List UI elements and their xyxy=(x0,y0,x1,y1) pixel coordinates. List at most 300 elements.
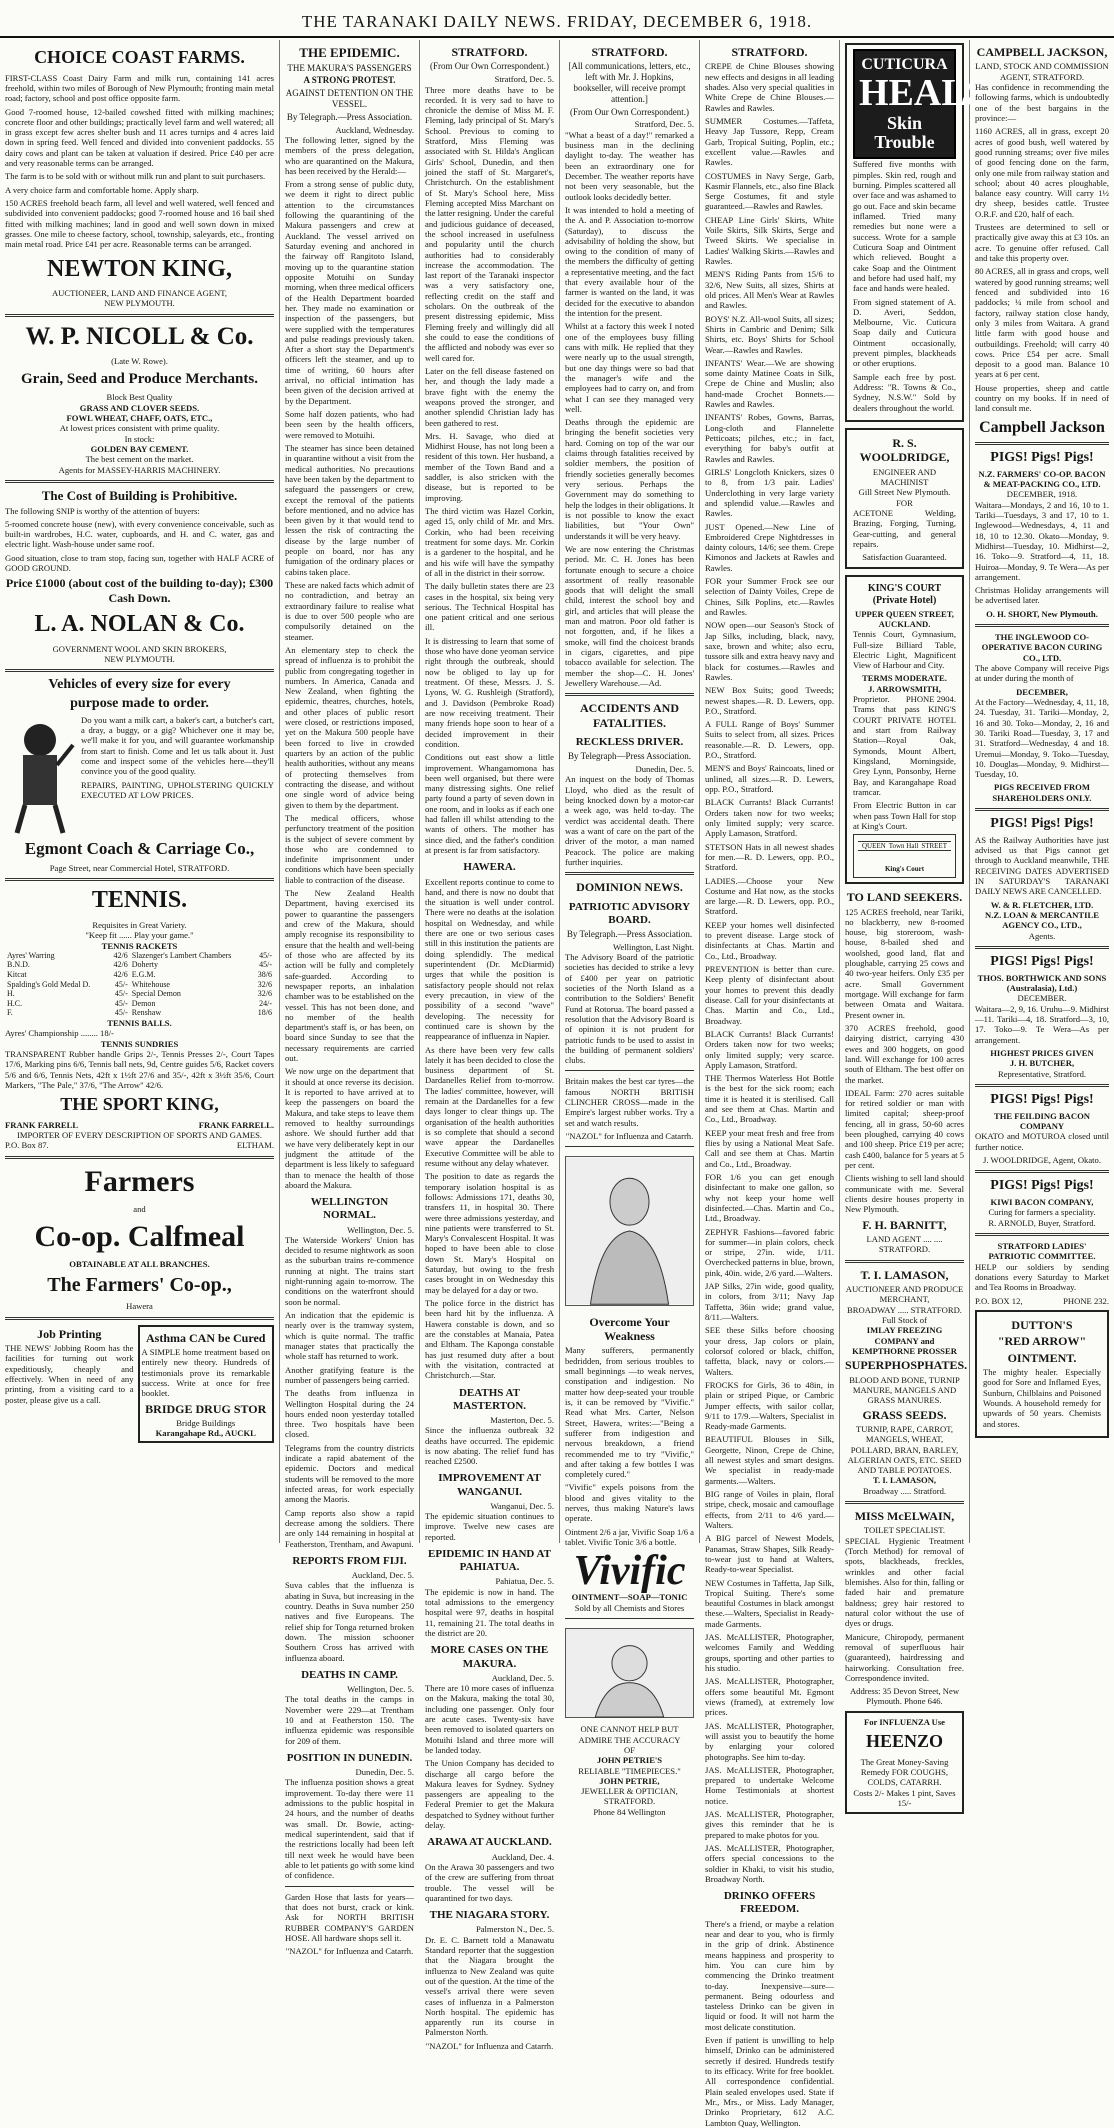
drinko-p: There's a friend, or maybe a relation near and dear to you, who is firmly in the grip of drink. Abstinence means happiness and prosperity to him. You can cure him by commencing the Drinko treatment to-day. Inexpensive—sure—permanent. Being odourless and tasteless Drinko can be given in liquid or food. It will not harm the most delicate constitution. xyxy=(705,1918,834,2032)
epidemic-h2: A STRONG PROTEST. xyxy=(303,75,396,86)
kings-map-queen: QUEEN xyxy=(862,842,886,851)
tennis-racket-cell: B.N.D. xyxy=(7,960,30,970)
petrie-name: JOHN PETRIE'S xyxy=(596,1755,663,1766)
kings-prop: J. ARROWSMITH, xyxy=(868,683,941,694)
tennis-racket-cell: 18/6 xyxy=(257,1008,272,1018)
divider xyxy=(845,1501,964,1504)
tennis-racket-cell: H.C. xyxy=(7,998,23,1008)
barnitt-sub: LAND AGENT .... .... STRATFORD. xyxy=(866,1233,943,1255)
lamason-imlay: IMLAY FREEZING COMPANY and KEMPTHORNE PROSSER xyxy=(852,1325,957,1356)
farmers-title-3: Co-op. Calfmeal xyxy=(34,1220,245,1253)
tennis-racket-cell: Renshaw xyxy=(131,1008,162,1018)
classified-item: JUST Opened.—New Line of Embroidered Crepe Nightdresses in dainty colours, 14/6; see them. Crepe Kimonos and Jackets at Rawles and Rawles. xyxy=(705,521,834,573)
land-p3: IDEAL Farm: 270 acres suitable for retired soldier or man with limited capital; sheep-proof fencing, all in grass, 50-60 acres been ploughed, carrying 40 cows and 100 sheep. Price £19 per acre; cash £400, balance for 5 years at 5 per cent. xyxy=(845,1087,964,1171)
mcelwain-addr: Address: 35 Devon Street, New Plymouth. Phone 646. xyxy=(849,1686,960,1707)
kings-p: Tennis Court, Gymnasium, Full-size Billiard Table, Electric Light, Magnificent View of Harbour and City. xyxy=(853,629,956,671)
wooldridge-ad xyxy=(845,428,964,569)
cuticura-title: CUTICURA xyxy=(861,56,948,73)
stratford2-p1: "What a beast of a day!" remarked a business man in the declining daylight to-day. The weather has been an extraordinary one for December. The weather reports have not been very seasonable, but the outlook looks decidedly better. xyxy=(565,129,694,202)
bridge-addr: Karangahape Rd., AUCKL xyxy=(155,1428,256,1439)
epidemic-p3: Some half dozen patients, who had been seen by the health officers, were removed to Motuihi. xyxy=(285,409,414,440)
epidemic-p7: The medical officers, whose perfunctory treatment of the position is the subject of severe comment by those who are condemned to indefinite imprisonment under conditions which have been specially liable to contraction of the disease. xyxy=(285,812,414,885)
tennis-racket-cell: Ayres' Warring xyxy=(7,950,55,960)
asthma-ad xyxy=(138,1325,275,1443)
drinko-p2: Even if patient is unwilling to help himself, Drinko can be administered secretly if desired. Hundreds testify to its efficacy. Write for free booklet. All correspondence confidential. Plain sealed envelopes used. State if Mr., Mrs., or Miss. Lady Manager, Drinko Proprietary, 612 A.C. Lambton Quay, Wellington. xyxy=(705,2035,834,2128)
newton-king-town: NEW PLYMOUTH. xyxy=(104,298,175,309)
divider xyxy=(565,1070,694,1071)
vivific-ad xyxy=(565,1152,694,1613)
cj-p3: 80 ACRES, all in grass and crops, well watered by good running streams; well fenced and subdivided into 16 paddocks; ¼ mile from school and factory, railway station close handy, only 3 miles from Waitara. A grand little farm with good house and outbuildings. Freehold; will carry 40 cows. Price £54 per acre. Small deposit to a good man. Balance 10 years at 6 per cent. xyxy=(975,266,1109,380)
sport-town: ELTHAM. xyxy=(236,1140,274,1151)
tennis-sub: Requisites in Great Variety. xyxy=(92,919,187,930)
classified-item: KEEP your meat fresh and free from flies by using a National Meat Safe. Call and see them at Chas. Martin and Co., Ltd., Broadway. xyxy=(705,1127,834,1169)
column-4 xyxy=(560,40,700,1817)
heenzo-sub: The Great Money-Saving Remedy FOR COUGHS, COLDS, CATARRH. xyxy=(860,1756,949,1788)
pigs-heading-1: PIGS! Pigs! Pigs! xyxy=(990,449,1094,465)
classified-item: JAS. McALLISTER, Photographer, welcomes Family and Wedding groups, sporting and other parties to his studio. xyxy=(705,1632,834,1674)
farmers-ad xyxy=(5,1165,274,1312)
classified-item: ZEPHYR Fashions—favored fabric for summer—in plain colors, check or stripe, 27in. wide, 1/11. Overchecked patterns in blue, brown, pink, 40in. wide, 2/6 yard.—Walters. xyxy=(705,1226,834,1278)
tennis-racket-row xyxy=(5,999,274,1009)
classified-item: A FULL Range of Boys' Summer Suits to select from, all sizes. Prices reasonable.—R. D. Lewers, opp. P.O., Stratford. xyxy=(705,719,834,761)
vehicles-p2: REPAIRS, PAINTING, UPHOLSTERING QUICKLY EXECUTED AT LOW PRICES. xyxy=(81,779,274,800)
farmers-title-5: The Farmers' Co-op., xyxy=(47,1274,232,1297)
patriotic-heading: PATRIOTIC ADVISORY BOARD. xyxy=(568,900,691,926)
coast-farms-title: CHOICE COAST FARMS. xyxy=(34,47,245,67)
stratford-p7: Conditions out east show a little improvement. Whangamomona has been well organised, but there were many distressing sights. One relief party found a party of seven down in one room, and in looks as if each one had fallen ill whilst attending to the wants of others. The mother has since died, and the father's condition at present is far from satisfactory. xyxy=(425,752,554,855)
wanganui-p: The epidemic situation continues to improve. Twelve new cases are reported. xyxy=(425,1511,554,1542)
coast-farms-p3: The farm is to be sold with or without milk run and plant to suit purchasers. xyxy=(5,171,266,182)
epidemic-h1: THE MAKURA'S PASSENGERS xyxy=(287,62,412,73)
classified-item: JAS. McALLISTER, Photographer, offers some beautiful Mt. Egmont views (framed), at extremely low prices. xyxy=(705,1676,834,1718)
niagara-date: Palmerston N., Dec. 5. xyxy=(475,1924,554,1935)
vivific-sold: Sold by all Chemists and Stores xyxy=(574,1602,685,1613)
tennis-rackets-heading: TENNIS RACKETS xyxy=(101,940,178,951)
wooldridge-foot: Satisfaction Guaranteed. xyxy=(862,552,947,563)
divider xyxy=(975,1084,1109,1087)
reckless-date: Dunedin, Dec. 5. xyxy=(635,764,694,775)
lamason-seeds: GRASS SEEDS. xyxy=(862,1407,947,1422)
dominion-title: DOMINION NEWS. xyxy=(576,880,683,895)
nicoll-line-3: FOWL WHEAT, CHAFF, OATS, ETC., xyxy=(66,413,213,424)
camp-deaths-p: The total deaths in the camps in November were 229—at Trentham 10 and at Featherston 150. The influenza epidemic was responsible for 209 of them. xyxy=(285,1694,414,1746)
pahiatua-heading: EPIDEMIC IN HAND AT PAHIATUA. xyxy=(428,1548,551,1574)
coast-farms-p4: A very choice farm and comfortable home. Apply sharp. xyxy=(5,184,199,195)
classified-item: NEW Box Suits; good Tweeds; newest shapes.—R. D. Lewers, opp. P.O., Stratford. xyxy=(705,685,834,716)
niagara-heading: THE NIAGARA STORY. xyxy=(429,1909,550,1922)
loan-sub: Agents. xyxy=(1028,930,1056,941)
overcome-p3: Ointment 2/6 a jar, Vivific Soap 1/6 a tablet. Vivific Tonic 3/6 a bottle. xyxy=(565,1526,694,1548)
wellington-normal-date: Wellington, Dec. 5. xyxy=(347,1224,414,1235)
classified-item: NEW Costumes in Taffetta, Jap Silk, Tropical Suiting. There's some beautiful Costumes in black amongst these.—Walters, Specialist in Ready-made Garments. xyxy=(705,1577,834,1629)
tennis-title: TENNIS. xyxy=(91,887,188,914)
tennis-racket-cell: 45/- xyxy=(114,998,128,1008)
petrie-top: ONE CANNOT HELP BUT ADMIRE THE ACCURACY xyxy=(578,1724,681,1745)
mcelwain-sub: TOILET SPECIALIST. xyxy=(863,1525,946,1536)
stratford-corr-2: (From Our Own Correspondent.) xyxy=(570,106,689,117)
coast-farms-p2: Good 7-roomed house, 12-bailed cowshed fitted with milking machines; concrete floor and other buildings; practically level farm and well watered; all in grass except few acres shelter bush and 11 acres turnips and 4 acres laid down in spring feed. Well fenced and divided into convenient paddocks. 55 dairy cows and plant can be taken at valuation if desired. Price £40 per acre and very reasonable terms can be arranged. xyxy=(5,106,274,169)
fiji-date: Auckland, Dec. 5. xyxy=(351,1570,414,1581)
niagara-p: Dr. E. C. Barnett told a Manawatu Standard reporter that the suggestion that the Niagara brought the influenza to New Zealand was quite out of the question. At the time of the vessel's arrival there were seven cases of influenza in a Palmerston North hospital. The epidemic has apparently run its course in Palmerston North. xyxy=(425,1934,554,2038)
stratford-title: STRATFORD. xyxy=(451,45,528,59)
cj-p4: House properties, sheep and cattle country on my books. If in need of land consult me. xyxy=(975,382,1109,414)
nicoll-line-5: In stock: xyxy=(124,433,155,444)
dutton-sub-2: OINTMENT. xyxy=(1007,1350,1077,1365)
lamason-blood: BLOOD AND BONE, TURNIP MANURE, MANGELS AND GRASS MANURES. xyxy=(849,1374,960,1406)
nicoll-line-4: At lowest prices consistent with prime quality. xyxy=(59,423,220,434)
hawera-p: Excellent reports continue to come to hand, and there is now no doubt that the situation is well under control. There were no deaths at the isolation hospital on Wednesday, and while there are one or two serious cases still in this institution the patients are doing splendidly. The medical superintendent (Dr. McDiarmid) urges that while the position is satisfactory people should not relax every precaution, in view of the possibility of a second "wave" developing. The necessity for continued care is shown by the reappearance of influenza in Napier. xyxy=(425,876,554,1042)
bridge-sub: Bridge Buildings xyxy=(176,1417,236,1428)
cj-p0: Has confidence in recommending the following farms, which is undoubtedly one of the best bargains in the province:— xyxy=(975,82,1109,123)
classified-item: CHEAP Line Girls' Skirts, White Voile Skirts, Silk Skirts, Serge and Tweed Skirts. We specialise in Ladies' Walking Skirts.—Rawles and Rawles. xyxy=(705,214,834,267)
newton-king-name: NEWTON KING, xyxy=(47,255,232,282)
sport-mid: IMPORTER OF EVERY DESCRIPTION OF SPORTS AND GAMES. xyxy=(16,1130,263,1141)
borth-name: THOS. BORTHWICK AND SONS (Australasia), Ltd.) xyxy=(977,972,1107,994)
divider xyxy=(975,946,1109,949)
tennis-rackets-table xyxy=(5,951,274,1018)
cost-title: The Cost of Building is Prohibitive. xyxy=(41,487,238,503)
classified-item: JAS. McALLISTER, Photographer, gives this reminder that he is prepared to make photos for you. xyxy=(705,1809,834,1840)
kings-prop-label: Proprietor. xyxy=(853,694,890,705)
fletcher-name: W. & R. FLETCHER, LTD. xyxy=(990,899,1094,910)
divider xyxy=(975,808,1109,811)
tennis-racket-row xyxy=(5,960,274,970)
borth-p: Waitara—2, 9, 16. Uruhu—9. Midhirst—11. Tariki—4, 18. Stratford—3, 10, 17. Toko—9. Te Wera—As per arrangement. xyxy=(975,1003,1109,1045)
nicoll-line-6: GOLDEN BAY CEMENT. xyxy=(90,443,189,454)
classified-item: INFANTS' Robes, Gowns, Barras, Long-cloth and Flannelette Petticoats; pilches, etc.; in fact, everything for baby's outfit at Rawles and Rawles. xyxy=(705,412,834,464)
cost-p2: 5-roomed concrete house (new), with every convenience conceivable, such as built-in wardrobes, H.C. water, cupboards, and H. and C. water, gas and electric light. Wash-house under same roof. xyxy=(5,518,274,550)
cost-p3: Good situation, close to tram stop, facing sun, together with HALF ACRE of GOOD GROUND. xyxy=(5,552,274,574)
divider xyxy=(5,878,274,881)
garden-hose-p: Garden Hose that lasts for years—that does not burst, crack or kink. Ask for NORTH BRITISH RUBBER COMPANY'S GARDEN HOSE. All hardware shops sell it. xyxy=(285,1891,414,1943)
stratford2-p5: We are now entering the Christmas period. Mr. C. H. Jones has been fortunate enough to secure a choice assortment of really reasonable goods that will delight the small child, interest the school boy and girl, and articles that will please the man and matron. Poor old father is not forgotten, and, if he likes a smoke, will find the choicest brands in cigars, cigarettes, and pipe tobacco available for selection. The member the shop—C. H. Jones' Jewellery Warehouse.—Ad. xyxy=(565,543,694,688)
kings-map xyxy=(853,834,956,878)
stratford-dateline: Stratford, Dec. 5. xyxy=(494,74,554,85)
stratford2-p3: Whilst at a factory this week I noted one of the employees busy filling cans with milk. He replied that they were nearly up to the usual strength, but one day things were so bad that the manager's wife and the employees had to carry on, and from what I can see they managed very well. xyxy=(565,321,694,414)
tennis-racket-cell: 42/6 xyxy=(113,960,128,970)
petrie-foot: Phone 84 Wellington xyxy=(593,1806,666,1817)
petrie-trade: JEWELLER & OPTICIAN, xyxy=(581,1786,678,1797)
heenzo-name: HEENZO xyxy=(865,1731,944,1752)
classified-item: FOR your Summer Frock see our selection of Dainty Voiles, Crepe de Chines, Silk Poplins, etc.—Rawles and Rawles. xyxy=(705,576,834,618)
vehicles-p1: Do you want a milk cart, a baker's cart, a butcher's cart, a dray, a buggy, or a gig? Whichever one it may be, we'll make it for you, and will guarantee workmanship from start to finish. Come and let us talk about it. Just come and inspect some of the vehicles here—they'll convince you of the good quality. xyxy=(81,714,274,777)
pigs-heading-4: PIGS! Pigs! Pigs! xyxy=(990,1091,1094,1107)
makura-date: Auckland, Dec. 5. xyxy=(491,1672,554,1683)
tennis-sundries-p: TRANSPARENT Rubber handle Grips 2/-, Tennis Presses 2/-, Court Tapes 17/6, Marking pins 6/6, Tennis ball nets, 9d, Centre guides 5/6, Racket covers 5/6 and 6/6, Tennis Nets, 42ft x 1½ft 27/6 and 35/-, 42ft x 3½ft 35/6, Court Markers, "The Pale," 37/6, "The Arrow" 42/6. xyxy=(5,1048,274,1090)
column-3 xyxy=(420,40,560,2051)
classified-item: MEN'S Riding Pants from 15/6 to 32/6, New Suits, all sizes, Shirts at old prices. All Men's Wear at Rawles and Rawles. xyxy=(705,269,834,311)
divider xyxy=(975,1170,1109,1173)
lamason-list: TURNIP, RAPE, CARROT, MANGELS, WHEAT, POLLARD, BRAN, BARLEY, ALGERIAN OATS, ETC. SEED AND TABLE POTATOES. xyxy=(847,1423,962,1476)
petrie-of: OF xyxy=(624,1744,635,1755)
petrie-illustration xyxy=(565,1628,694,1718)
fiji-p: Suva cables that the influenza is abating in Suva, but increasing in the country. Deaths in Suva number 250 natives and five Europeans. The relief ship for Tonga returned broken down. The mission schooner Southern Cross has arrived with influenza aboard. xyxy=(285,1580,414,1663)
stratford-corr: (From Our Own Correspondent.) xyxy=(430,61,549,72)
britain-tyres-p: Britain makes the best car tyres—the famous NORTH BRITISH CLINCHER CROSS—made in the Empire's largest rubber works. Try a set and watch results. xyxy=(565,1076,694,1128)
nzf-dec: DECEMBER, 1918. xyxy=(1006,489,1078,500)
farmers-title-4: OBTAINABLE AT ALL BRANCHES. xyxy=(69,1259,210,1269)
lamason-addr-2: Broadway ..... Stratford. xyxy=(862,1485,947,1496)
nolan-name: L. A. NOLAN & Co. xyxy=(34,611,245,638)
wellington-normal-p1: The Waterside Workers' Union has decided to resume nightwork as soon as the suburban trains re-commence running at night. The trains start night-running again to-morrow. The conditions on the waterfront should soon be normal. xyxy=(285,1234,414,1307)
wellington-normal-p2: An indication that the epidemic is nearly over is the tramway system, which is quite normal. The traffic manager states that practically the whole staff has returned to work. xyxy=(285,1310,414,1362)
xmas-p: Christmas Holiday arrangements will be advertised later. xyxy=(975,585,1109,606)
divider xyxy=(5,1317,274,1320)
wanganui-date: Wanganui, Dec. 5. xyxy=(490,1500,554,1511)
stratford2-p2: It was intended to hold a meeting of the A. and P. Association to-morrow (Saturday), to discuss the advisability of holding the show, but owing to the condition of many of the members the difficulty of getting a representative meeting, and the fact that every available hour of the farmer is wanted on the land, it was decided for the executive to abandon the intention for the present. xyxy=(565,204,694,318)
borth-dec: DECEMBER. xyxy=(1017,993,1067,1004)
ladies-name: STRATFORD LADIES' PATRIOTIC COMMITTEE. xyxy=(988,1241,1096,1262)
classified-item: JAS. McALLISTER, Photographer, prepared to undertake Welcome Home Testimonials at shortest notice. xyxy=(705,1764,834,1806)
reckless-p: An inquest on the body of Thomas Lloyd, who died as the result of being knocked down by a motor-car a week ago, was held to-day. The verdict was accidental death. There was a want of care on the part of the driver of the motor, a man named Peacock. The police are making further inquiries. xyxy=(565,774,694,867)
nolan-town: NEW PLYMOUTH. xyxy=(104,653,175,664)
cost-price: Price £1000 (about cost of the building to-day); £300 Cash Down. xyxy=(5,576,274,605)
borth-high: HIGHEST PRICES GIVEN xyxy=(990,1047,1094,1058)
classified-item: BLACK Currants! Black Currants! Orders taken now for two weeks; only limited supply; very scarce. Apply Lamason, Stratford. xyxy=(705,1028,834,1070)
coast-farms-p1: FIRST-CLASS Coast Dairy Farm and milk run, containing 141 acres freehold, within two miles of Borough of New Plymouth; fronting main metal road; factory, school and post office opposite farm. xyxy=(5,72,274,104)
feilding-name: THE FEILDING BACON COMPANY xyxy=(994,1110,1090,1132)
cuticura-skin: Skin Trouble xyxy=(874,112,935,152)
nicoll-line-8: Agents for MASSEY-HARRIS MACHINERY. xyxy=(58,464,221,475)
tennis-racket-row xyxy=(5,989,274,999)
lamason-super: SUPERPHOSPHATES. xyxy=(845,1358,968,1373)
feilding-p: OKATO and MOTUROA closed until further notice. xyxy=(975,1131,1109,1152)
petrie-name-2: JOHN PETRIE, xyxy=(599,1775,660,1786)
tennis-sundries-heading: TENNIS SUNDRIES xyxy=(100,1038,179,1049)
coast-farms-ad xyxy=(5,47,274,309)
sport-box: P.O. Box 87. xyxy=(5,1140,49,1151)
cuticura-p2: From signed statement of A. D. Averi, Seddon, Melbourne, Vic. Cuticura Soap daily and Cuticura Ointment occasionally, prevent pimples, blackheads or other eruptions. xyxy=(853,296,956,369)
tennis-racket-row xyxy=(5,980,274,990)
classified-item: MEN'S and Boys' Raincoats, lined or unlined, all sizes.—R. D. Lewers, opp. P.O., Stratford. xyxy=(705,763,834,795)
tennis-ad xyxy=(5,887,274,1150)
job-p: THE NEWS' Jobbing Room has the facilities for turning out work expeditiously, cheaply and effectively. When in need of any printing, from a visiting card to a poster, please give us a call. xyxy=(5,1343,134,1405)
nazol-line: "NAZOL" for Influenza and Catarrh. xyxy=(565,1131,694,1142)
ladies-box: P.O. BOX 12, xyxy=(975,1295,1023,1306)
mcelwain-p2: Manicure, Chiropody, permanent removal of superfluous hair (guaranteed), hairdressing and hairworking. Consultation free. Correspondence invited. xyxy=(845,1631,964,1683)
divider xyxy=(5,314,274,317)
dunedin-date: Dunedin, Dec. 5. xyxy=(355,1767,414,1778)
dunedin-p: The influenza position shows a great improvement. To-day there were 11 admissions to the public hospital in 24 hours, and the number of deaths was small. Dr. Bowie, acting-medical superintendent, said that if the restrictions locally had been left till next week he would have been able to let patients go with some kind of confidence. xyxy=(285,1777,414,1881)
dutton-p: The mighty healer. Especially good for Sore and Inflamed Eyes, Sunburn, Chilblains and Poisoned Wounds. A household remedy for upwards of 50 years. Chemists and stores. xyxy=(983,1367,1101,1429)
classified-item: SUMMER Costumes.—Taffeta, Heavy Jap Tussore, Repp, Cream Garb, Tropical Suiting, Poplin, etc.; excellent value.—Rawles and Rawles. xyxy=(705,115,834,168)
stratford-p4: The third victim was Hazel Corkin, aged 15, only child of Mr. and Mrs. Corkin, who had been receiving treatment for some days. Mr. Corkin is a gardener to the hospital, and he and his wife will have the sympathy of all in the district in their sorrow. xyxy=(425,506,554,578)
lamason-sub: AUCTIONEER AND PRODUCE MERCHANT, xyxy=(845,1283,964,1305)
makura-p: There are 10 more cases of influenza on the Makura, making the total 30, including one passenger. Only four are acute cases. Twenty-six have been removed to isolated quarters on Motuihi Island and three more will be landed today. xyxy=(425,1683,554,1755)
hawera-p3: The position to date as regards the temporary isolation hospital is as follows: Admissions 171, deaths 30, transfers 11, in hospital 30. There were three admissions yesterday, and nine patients were transferred to St. Mary's Convalescent Hospital. It was hoped to have been able to close down St. Mary's Hospital on Saturday, but owing to the fresh cases brought in on Wednesday this may be delayed for a day or two. xyxy=(425,1171,554,1295)
tennis-racket-cell: 42/6 xyxy=(113,970,128,979)
sport-right: FRANK FARRELL. xyxy=(198,1119,274,1130)
wellington-normal-p4: The deaths from influenza in Wellington Hospital during the 24 hours ended noon yesterday totalled three. Two hospitals have been closed. xyxy=(285,1388,414,1440)
overcome-p: Many sufferers, permanently bedridden, from serious troubles to small beginnings —to weak nerves, constipation and indigestion. No matter how deep-seated your trouble is, it can be removed by "Vivific." Read what Mrs. Carter, Nelson Street, Hawera, writes:—"Being a sufferer from indigestion and nervous breakdown, a friend recommended me to try "Vivific," and after taking a few bottles I was completely cured." xyxy=(565,1345,694,1480)
cuticura-p: Suffered five months with pimples. Skin red, rough and burning. Pimples scattered all over face and was ashamed to go out. Face and skin became inflamed. Tried many remedies but none were a success. Wrote for a sample Cuticura Soap and Ointment which relieved. Bought a cake Soap and the Ointment and before had used half, my face and hands were healed. xyxy=(853,159,956,294)
tennis-racket-cell: Doherty xyxy=(131,960,158,970)
nicoll-name: W. P. NICOLL & Co. xyxy=(25,322,254,350)
patriotic-by: By Telegraph.—Press Association. xyxy=(566,928,693,939)
cost-p1: The following SNIP is worthy of the attention of buyers: xyxy=(5,505,200,516)
pigs-heading-3: PIGS! Pigs! Pigs! xyxy=(990,953,1094,969)
tennis-racket-cell: 32/6 xyxy=(257,979,272,989)
tennis-racket-cell: Spalding's Gold Medal D. xyxy=(7,979,91,989)
stratford2-p4: Deaths through the epidemic are bringing the benefit societies very hard. Coming on top of the war our claims through fatalities received by soldier members, the position of friendly societies generally becomes very serious. Perhaps the Government may do something to help the lodges in their obligations. It is not possible to know the exact liabilities, but "Your Own" understands it will be very heavy. xyxy=(565,417,694,541)
tennis-racket-cell: Demon xyxy=(131,998,156,1008)
nazol-line: "NAZOL" for Influenza and Catarrh. xyxy=(285,1946,414,1957)
classified-item: GIRLS' Longcloth Knickers, sizes 0 to 8, from 1/3 pair. Ladies' Underclothing in very large variety and splendid value.—Rawles and Rawles. xyxy=(705,466,834,519)
divider xyxy=(285,1886,414,1887)
tennis-racket-cell: H. xyxy=(7,989,15,999)
classified-list xyxy=(705,61,834,1884)
wellington-normal-heading: WELLINGTON NORMAL. xyxy=(310,1196,389,1222)
farmers-title-2: and xyxy=(133,1203,146,1214)
stratford-p5: The daily bulletin states there are 23 cases in the hospital, six being very serious. The Technical Hospital has one patient critical and one serious ill. xyxy=(425,581,554,633)
nicoll-ad xyxy=(5,323,274,475)
cuticura-ad xyxy=(845,43,988,422)
pigs-heading-5: PIGS! Pigs! Pigs! xyxy=(990,1178,1094,1194)
stratford-dateline-2: Stratford, Dec. 5. xyxy=(634,119,694,130)
ing-name: THE INGLEWOOD CO-OPERATIVE BACON CURING CO., LTD. xyxy=(981,632,1103,663)
tennis-racket-cell: 45/- xyxy=(114,989,128,999)
tennis-racket-row xyxy=(5,970,274,980)
classified-item: KEEP your homes well disinfected to prevent disease. Large stock of disinfectants at Chas. Martin and Co., Ltd., Broadway. xyxy=(705,919,834,961)
classified-item: BIG range of Voiles in plain, floral stripe, check, mosaic and camouflage effects, from 2/11 to 4/6 yard.—Walters. xyxy=(705,1489,834,1530)
kings-map-townhall: Town Hall xyxy=(888,842,919,851)
divider xyxy=(5,669,274,672)
makura-p2: The Union Company has decided to discharge all cargo before the Makura leaves for Sydney. Sydney passengers are appealing to the Federal Premier to get the Makura despatched to Sydney without further delay. xyxy=(425,1758,554,1831)
epidemic-p2: From a strong sense of public duty, we deem it right to direct public attention to the circumstances following the quarantining of the Makura passengers and crew at Auckland. The vessel arrived on Saturday evening and anchored in the fairway off Rangitoto Island, moving up to the quarantine station opposite Motuihi on Sunday morning, when three medical officers of the Health Department boarded her. They made no examination or inspection of the passengers, but were supplied with the temperatures and pulse readings previously taken. After a short stay the Department's officers left the steamer, and up to time of writing, 60 hours after arrival, no official intimation has been given of the decision arrived at by the Department. xyxy=(285,179,414,406)
nicoll-grain: Grain, Seed and Produce Merchants. xyxy=(21,371,258,388)
tennis-racket-cell: 38/6 xyxy=(257,970,272,979)
wooldridge-name: R. S. WOOLDRIDGE, xyxy=(859,435,950,465)
nicoll-line-2: GRASS AND CLOVER SEEDS. xyxy=(79,402,200,413)
vehicles-ad xyxy=(5,677,274,873)
classified-item: NOW open—our Season's Stock of Jap Silks, including, black, navy, saxe, brown and white; also ecru, tussore silk and extra heavy navy and black for costumes.—Rawles and Rawles. xyxy=(705,620,834,682)
feilding-agent: J. WOOLDRIDGE, Agent, Okato. xyxy=(983,1154,1101,1165)
cj-p1: 1160 ACRES, all in grass, except 20 acres of good bush, well watered by good running streams; over five miles of good fencing done on the farm, only one mile from railway station and school; about 40 acres ploughable, balance easy country. Will carry 1½ dry sheep, besides cattle. Trustee O.R.F. and £20, half of each. xyxy=(975,126,1109,219)
kings-sub: UPPER QUEEN STREET, AUCKLAND. xyxy=(855,608,954,629)
epidemic-p9: We now urge on the department that it should at once reverse its decision. It is reported to have arrived at to keep the passengers on board the Makura, and take steps to leave them removed to healthy surroundings ashore. We should further add that we have very deliberately kept in our judgment the attitude of the department is less likely to safeguard than to menace the health of those aboard the Makura. xyxy=(285,1066,414,1190)
cj-sub: LAND, STOCK AND COMMISSION AGENT, STRATFORD. xyxy=(975,61,1109,82)
vehicle-clown-illustration xyxy=(5,715,75,835)
borth-agent: J. H. BUTCHER, xyxy=(1009,1058,1075,1069)
lamason-stock: Full Stock of xyxy=(882,1314,927,1325)
nolan-sub: GOVERNMENT WOOL AND SKIN BROKERS, xyxy=(52,643,227,654)
stratford-p1: Three more deaths have to be recorded. It is very sad to have to chronicle the demise of Miss M. F. Fleming, lady principal of St. Mary's School. Previous to coming to Stratford, Miss Fleming was associated with St. Hilda's Anglican Girls' School, Dunedin, and then joined the staff of St. Margaret's, Christchurch. On the establishment of St. Mary's School here, Miss Fleming accepted Miss Marchant on the latter resigning. Under the careful and judicious guidance of deceased, the school increased in usefulness and popularity until the church authorities had to considerably increase the accommodation. The last report of the Taranaki inspector was a very satisfactory one, reflecting credit on the staff and scholars. On the outbreak of the present distressing epidemic, Miss Fleming freely and willingly did all she could to ease the conditions of the afflicted and nobody was ever so well cared for. xyxy=(425,84,554,363)
cost-building-ad xyxy=(5,488,274,664)
epidemic-h3: AGAINST DETENTION ON THE VESSEL. xyxy=(285,88,414,109)
reckless-by: By Telegraph—Press Association. xyxy=(568,751,691,762)
divider xyxy=(565,693,694,696)
column-1 xyxy=(0,40,280,1543)
epidemic-title: THE EPIDEMIC. xyxy=(299,45,400,60)
asthma-p: A SIMPLE home treatment based on entirely new theory. Hundreds of testimonials prove its remarkable success. Write at once for free booklet. xyxy=(141,1347,270,1399)
kiwi-p: Curing for farmers a speciality. xyxy=(988,1207,1096,1218)
accidents-title: ACCIDENTS AND FATALITIES. xyxy=(579,701,680,730)
masterton-date: Masterton, Dec. 5. xyxy=(490,1414,554,1425)
dutton-name: DUTTON'S xyxy=(1011,1317,1073,1332)
barnitt-name: F. H. BARNITT, xyxy=(862,1217,947,1232)
tennis-racket-cell: Kitcat xyxy=(7,970,27,979)
nazol-line: "NAZOL" for Influenza and Catarrh. xyxy=(425,2040,554,2051)
classified-item: A BIG parcel of Newest Models, Panamas, Straw Shapes, Silk Ready-to-wear just to hand at Walters, Ready-to-wear Specialist. xyxy=(705,1533,834,1575)
nicoll-line-7: The best cement on the market. xyxy=(85,454,194,465)
tennis-balls-heading: TENNIS BALLS. xyxy=(107,1017,172,1028)
loan-name: N.Z. LOAN & MERCANTILE AGENCY CO., LTD., xyxy=(985,910,1099,931)
fiji-heading: REPORTS FROM FIJI. xyxy=(292,1554,407,1567)
classified-item: SEE these Silks before choosing your dress, Jap colors or plain, colorsof colored or black, chiffon, taffetta, black, navy or colors.—Walters. xyxy=(705,1325,834,1377)
coast-farms-p5: 150 ACRES freehold beach farm, all level and well watered, well fenced and subdivided into convenient paddocks; good 7-roomed house and 16 bail shed fitted with milking machines; land in good and well sown down in mixed grasses. One mile to cheese factory, school, township, saleyards, etc., fronting main metal road. Price £41 per acre. Reasonable terms can be arranged. xyxy=(5,198,274,250)
wellington-normal-p6: Camp reports also show a rapid decrease among the soldiers. There are only 144 remaining in hospital at Featherston, Trentham, and Awapuni. xyxy=(285,1507,414,1549)
tennis-racket-cell: 45/- xyxy=(259,950,272,960)
wanganui-heading: IMPROVEMENT AT WANGANUI. xyxy=(438,1472,541,1498)
stratford-p6: It is distressing to learn that some of those who have done yeoman service right through the outbreak, should now be obliged to lay up for treatment. Of these, Messrs. J. S. Lyons, W. G. Rushleigh (Stratford), and J. Davidson (Pembroke Road) are now receiving treatment. Their many friends hope soon to hear of a decided improvement in their condition. xyxy=(425,635,554,749)
vivific-logo: Vivific xyxy=(573,1548,686,1595)
tennis-racket-row xyxy=(5,1008,274,1018)
classified-item: JAS. McALLISTER, Photographer, will assist you to beautify the home by enlarging your colored photographs. See him to-day. xyxy=(705,1720,834,1762)
tennis-racket-cell: 45/- xyxy=(114,979,128,989)
stratford-notice: [All communications, letters, etc., left with Mr. J. Hopkins, bookseller, will receive prompt attention.] xyxy=(568,61,691,104)
land-p4: Clients wishing to sell land should communicate with me. Several clients desire houses property in New Plymouth. xyxy=(845,1173,964,1215)
ladies-phone: PHONE 232. xyxy=(1063,1295,1109,1306)
divider xyxy=(845,1260,964,1263)
masthead-rule xyxy=(0,36,1114,38)
epidemic-p5: These are naked facts which admit of no contradiction, and betray an extraordinary failure to realise what is due to over 500 people who are compulsorily detained on the steamer. xyxy=(285,580,414,642)
divider xyxy=(975,1233,1109,1236)
tennis-racket-cell: 45/- xyxy=(114,1008,128,1018)
tennis-racket-cell: Special Demon xyxy=(131,989,181,999)
epidemic-dateline: Auckland, Wednesday. xyxy=(335,124,414,135)
farmers-title-6: Hawera xyxy=(126,1301,153,1312)
heenzo-foot: Costs 2/- Makes 1 pint, Saves 15/- xyxy=(853,1787,956,1808)
kings-map-street: STREET xyxy=(921,842,947,851)
hawera-heading: HAWERA. xyxy=(463,861,516,874)
divider xyxy=(565,1618,694,1619)
cuticura-banner xyxy=(853,49,988,159)
column-7 xyxy=(970,40,1114,1543)
nzf-p: Waitara—Mondays, 2 and 16, 10 to 1. Tariki—Tuesdays, 3 and 17, 10 to 1. Inglewood—Wednesdays, 4, 11 and 18, 10 to 12.30. Okato—Monday, 9. Midhirst—Tuesday, 10. Midhirst—2, 16. Toko—9. Stratford—4, 11, 18. Huiroa—Monday, 9. Te Wera—As per arrangement. xyxy=(975,499,1109,582)
masthead xyxy=(0,0,1114,40)
job-printing-ad xyxy=(5,1325,134,1443)
cj-name: CAMPBELL JACKSON, xyxy=(976,45,1108,59)
stratford-title-3: STRATFORD. xyxy=(731,45,808,59)
classified-item: JAS. McALLISTER, Photographer, offers special concessions to the soldier in Khaki, to visit his studio, Broadway North. xyxy=(705,1843,834,1884)
ing-dec: DECEMBER, xyxy=(1016,686,1068,697)
nicoll-late: (Late W. Rowe). xyxy=(111,356,168,367)
kings-p3: From Electric Button in car when pass Town Hall for stop at King's Court. xyxy=(853,800,956,831)
cj-signature: Campbell Jackson xyxy=(979,418,1105,436)
vehicles-title-2: purpose made to order. xyxy=(70,695,209,711)
ing-p2: At the Factory—Wednesday, 4, 11, 18, 24. Tuesday, 31. Tariki—Monday, 2, 16 and 30. Toko—Monday, 2, 16 and 30. Tariki Road—Tuesday, 3, 17 and 31. Stratford—Wednesday, 4 and 18. Uremui—Monday, 9. Toko—Tuesday, 10. Douglas—Monday, 9. Midhirst—Tuesday, 10. xyxy=(975,696,1109,780)
borth-rep: Representative, Stratford. xyxy=(997,1068,1087,1079)
tennis-racket-row xyxy=(5,951,274,961)
kings-p2: Trams that pass KING'S COURT PRIVATE HOTEL and start from Railway Station—Royal Oak, Symonds, Mount Albert, Kingsland, Morningside, Grey Lynn, Ponsonby, Herne Bay, and Karangahape Road tramcar. xyxy=(853,704,956,797)
arawa-heading: ARAWA AT AUCKLAND. xyxy=(427,1836,552,1849)
tennis-racket-cell: F. xyxy=(7,1008,13,1018)
nzf-name: N.Z. FARMERS' CO-OP. BACON & MEAT-PACKING CO., LTD. xyxy=(978,468,1106,489)
cj-p2: Trustees are determined to sell or practically give away this at £3 10s. an acre. To genuine offer refused. Call and take this property over. xyxy=(975,222,1109,264)
lamason-name: T. I. LAMASON, xyxy=(860,1267,949,1282)
bridge-name: BRIDGE DRUG STOR xyxy=(145,1401,267,1416)
egmont-name: Egmont Coach & Carriage Co., xyxy=(24,838,255,858)
heenzo-ad xyxy=(845,1711,964,1814)
sport-king-name: THE SPORT KING, xyxy=(60,1094,219,1115)
pigs-heading-2: PIGS! Pigs! Pigs! xyxy=(990,816,1094,832)
land-p2: 370 ACRES freehold, good dairying district, carrying 430 ewes and 300 hoggets, on good land. Will exchange for 100 acres south of Eltham. The best offer on the market. xyxy=(845,1022,964,1085)
lamason-name-2: T. I. LAMASON, xyxy=(872,1475,937,1486)
farmers-title-1: Farmers xyxy=(84,1164,195,1198)
rail-p: AS the Railway Authorities have just advised us that Pigs cannot get through to Auckland meanwhile, THE RECEIVING DATES ADVERTISED IN SATURDAY'S TARANAKI DAILY NEWS ARE CANCELLED. xyxy=(975,834,1109,897)
kings-terms: TERMS MODERATE. xyxy=(862,673,947,684)
mcelwain-p: SPECIAL Hygienic Treatment (Torch Method) for removal of spots, blackheads, freckles, wrinkles and other facial blemishes. Also for thin, falling or faded hair and premature baldness; grey hair restored to natural color without the use of dyes or drugs. xyxy=(845,1535,964,1629)
